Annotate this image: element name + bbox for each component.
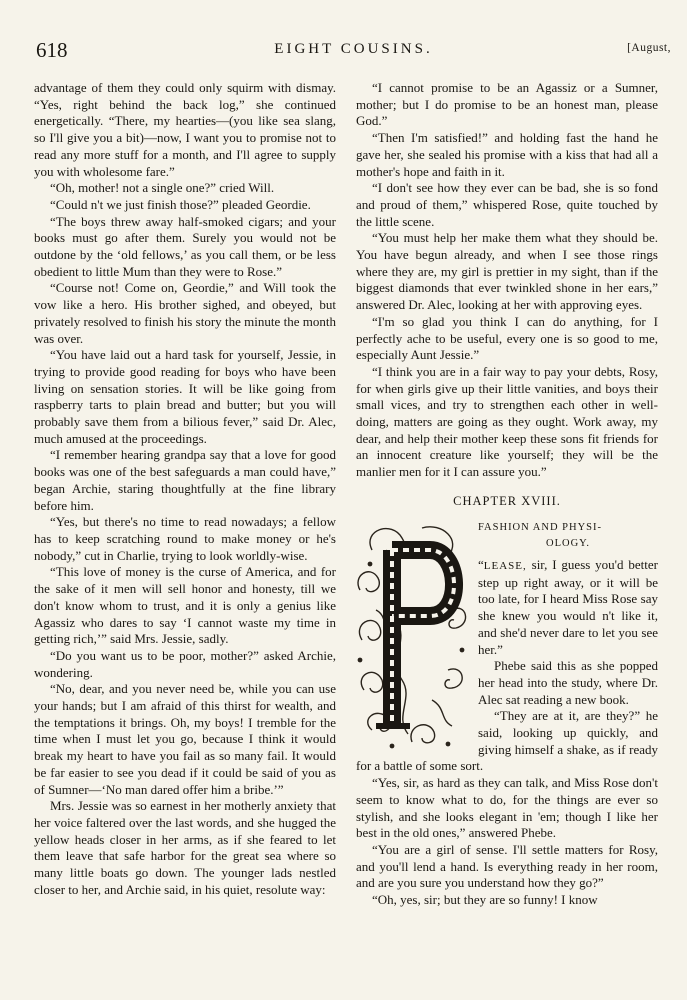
chapter-subtitle: FASHION AND PHYSI-: [478, 521, 602, 533]
paragraph: “I don't see how they ever can be bad, she is so fond and proud of them,” whispered Rose, quite touched by the little scene.: [356, 180, 658, 229]
chapter-heading: CHAPTER XVIII.: [453, 493, 561, 508]
paragraph: “I remember hearing grandpa say that a love for good books was one of the best safeguards a man could have,” began Archie, staring thoughtfully at the fine library before him.: [34, 447, 336, 513]
opening-text: sir, I guess you'd better step up right away, or it will be too late, for I heard Miss Rose say she knew you would n't like it, and she'd never dare to let you see her.”: [478, 556, 658, 657]
paragraph: “I think you are in a fair way to pay your debts, Rosy, for when girls give up their little vanities, and boys their small vices, and try to strengthen each other in well-doing, matters are going as they ought. Work away, my dear, and help their mother keep these sons fit friends for an innocent creature like yourself; they will be the manlier men for it I can assure you.”: [356, 363, 658, 480]
paragraph: Phebe said this as she popped her head into the study, where Dr. Alec sat reading a new book.: [478, 658, 658, 707]
paragraph: “You have laid out a hard task for yourself, Jessie, in trying to provide good reading for boys who have been living on sensation stories. It will be like going from raspberry tarts to plain bread and butter; but you will probably save them from a bilious fever,” said Dr. Alec, much amused at the proceedings.: [34, 347, 336, 446]
paragraph: “Oh, yes, sir; but they are so funny! I know: [372, 892, 598, 908]
paragraph: “I'm so glad you think I can do anything, for I perfectly ache to be useful, every one is so good to me, especially Aunt Jessie.”: [356, 313, 658, 363]
chapter-opening-paragraph: “LEASE, sir, I guess you'd better step up right away, or it will be too late, for I heard Miss Rose say she knew you would n't like it, and she'd never dare to let you see her.”: [478, 556, 658, 657]
paragraph: “The boys threw away half-smoked cigars; and your books must go after them. Surely you would not be outdone by the ‘old fellows,’ as you call them, or be less obedient to little Mum than they were to Rose.”: [34, 213, 336, 279]
paragraph: “You are a girl of sense. I'll settle matters for Rosy, and you'll lend a hand. Is everything ready in her room, and are you sure you understand how they go?”: [356, 841, 658, 891]
chapter-subtitle: OLOGY.: [545, 538, 591, 550]
paragraph: “Then I'm satisfied!” and holding fast the hand he gave her, she sealed his promise with a kiss that had all a mother's hope and faith in it.: [356, 130, 658, 179]
running-title: EIGHT COUSINS.: [274, 41, 433, 57]
paragraph: “They are at it, are they?” he said, looking up quickly, and giving himself a shake, as if ready for a battle of some sort.: [356, 708, 658, 774]
paragraph: “Yes, but there's no time to read nowadays; a fellow has to keep scratching round to make money or he's nobody,” cut in Charlie, trying to look worldly-wise.: [34, 514, 336, 563]
paragraph: “Oh, mother! not a single one?” cried Will.: [50, 180, 275, 196]
paragraph: “No, dear, and you never need be, while you can use your hands; but I am afraid of this thirst for wealth, and the temptations it brings. Oh, my boys! I tremble for the time when I must let you go, because I think it would break my heart to have you fail as so many fail. It would be far easier to see you dead if it could be said of you as of Sumner—‘No man dared offer him a bribe.’”: [34, 681, 336, 797]
paragraph: Mrs. Jessie was so earnest in her motherly anxiety that her voice faltered over the last words, and she hugged the yellow heads closer in her arms, as if she feared to let them leave that safe harbor for the great sea where so many little boats go down. The younger lads nestled closer to her, and Archie said, in his quiet, resolute way:: [34, 798, 336, 897]
paragraph: “I cannot promise to be an Agassiz or a Sumner, mother; but I do promise to be an honest man, please God.”: [356, 80, 658, 129]
ornamental-drop-cap: [352, 520, 472, 752]
right-column: [356, 80, 658, 909]
paragraph: “This love of money is the curse of America, and for the sake of it men will sell honor and honesty, till we don't know whom to trust, and it is only a genius like Agassiz who dares to say ‘I cannot waste my time in getting rich,’” said Mrs. Jessie, sadly.: [34, 564, 336, 647]
paragraph: advantage of them they could only squirm with dismay. “Yes, right behind the back log,” she continued energetically. “There, my hearties—(you like sea slang, so I'll give you a bit)—now, I want you to promise not to read any more stuff for a month, and I'll agree to supply you with wholesome fare.”: [34, 80, 336, 179]
running-header: [36, 38, 671, 60]
paragraph: “Yes, sir, as hard as they can talk, and Miss Rose don't seem to know what to do, for the things are ever so stylish, and she looks elegant in 'em; though I like her best in the old ones,” answered Phebe.: [356, 775, 658, 841]
paragraph: “Course not! Come on, Geordie,” and Will took the vow like a hero. His brother sighed, and obeyed, but privately resolved to finish his story the minute the month was over.: [34, 280, 336, 346]
left-column: [34, 80, 336, 898]
drop-cap-ornament-icon: [352, 520, 472, 752]
paragraph: “You must help her make them what they should be. You have begun already, and when I see those rings where they are, my girl is prettier in my sight, than if the biggest diamonds that ever twinkled shone in her ears,” answered Dr. Alec, looking at her with approving eyes.: [356, 230, 658, 313]
running-month: [August,: [627, 42, 671, 54]
paragraph: “Could n't we just finish those?” pleaded Geordie.: [50, 196, 311, 212]
page-number: 618: [36, 38, 68, 62]
paragraph: “Do you want us to be poor, mother?” asked Archie, wondering.: [34, 647, 336, 680]
opening-word: LEASE,: [483, 559, 527, 572]
